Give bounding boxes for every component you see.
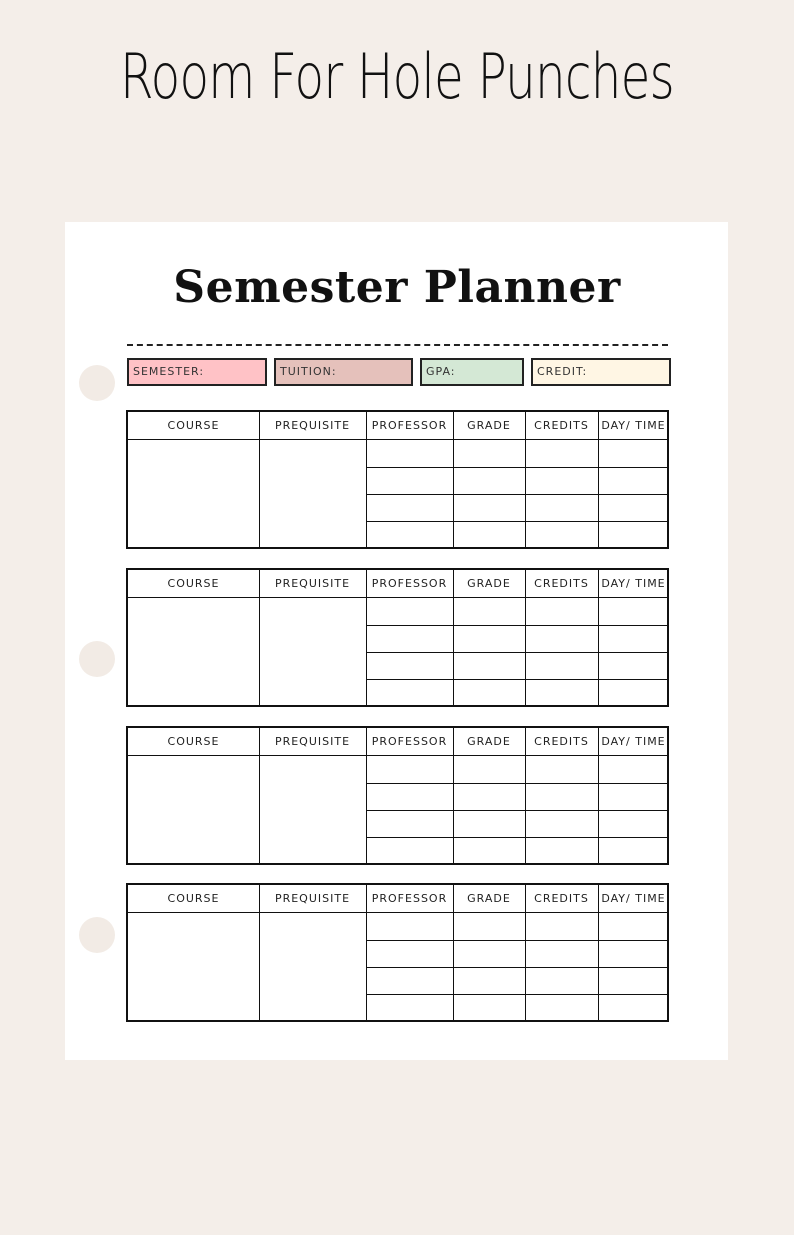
professor-cell[interactable] xyxy=(366,679,453,706)
grade-cell[interactable] xyxy=(453,994,525,1021)
day-time-cell[interactable] xyxy=(598,440,669,467)
day-time-cell[interactable] xyxy=(598,521,669,548)
grade-cell[interactable] xyxy=(453,652,525,679)
grade-cell[interactable] xyxy=(453,679,525,706)
grade-cell[interactable] xyxy=(453,494,525,521)
dashed-divider xyxy=(127,344,668,346)
course-cell[interactable] xyxy=(128,440,259,548)
column-header: COURSE xyxy=(167,577,220,590)
credits-cell[interactable] xyxy=(525,625,598,652)
professor-cell[interactable] xyxy=(366,625,453,652)
professor-cell[interactable] xyxy=(366,494,453,521)
credits-cell[interactable] xyxy=(525,756,598,783)
prerequisite-cell[interactable] xyxy=(259,598,366,706)
column-header: DAY/ TIME xyxy=(601,577,666,590)
course-cell[interactable] xyxy=(128,598,259,706)
column-header: CREDITS xyxy=(534,735,589,748)
professor-cell[interactable] xyxy=(366,440,453,467)
grade-cell[interactable] xyxy=(453,940,525,967)
day-time-cell[interactable] xyxy=(598,837,669,864)
credits-cell[interactable] xyxy=(525,440,598,467)
professor-cell[interactable] xyxy=(366,756,453,783)
professor-cell[interactable] xyxy=(366,913,453,940)
column-header: PREQUISITE xyxy=(274,892,351,905)
prerequisite-cell[interactable] xyxy=(259,440,366,548)
grade-cell[interactable] xyxy=(453,756,525,783)
professor-cell[interactable] xyxy=(366,967,453,994)
professor-cell[interactable] xyxy=(366,994,453,1021)
credits-cell[interactable] xyxy=(525,494,598,521)
day-time-cell[interactable] xyxy=(598,598,669,625)
day-time-cell[interactable] xyxy=(598,783,669,810)
column-header: COURSE xyxy=(167,419,220,432)
column-header: CREDITS xyxy=(534,892,589,905)
professor-cell[interactable] xyxy=(366,810,453,837)
hole-punch-marker-1 xyxy=(79,365,115,401)
credits-cell[interactable] xyxy=(525,467,598,494)
page-title: Semester Planner xyxy=(173,262,621,313)
credits-cell[interactable] xyxy=(525,994,598,1021)
hole-punch-marker-2 xyxy=(79,641,115,677)
grade-cell[interactable] xyxy=(453,598,525,625)
course-cell[interactable] xyxy=(128,913,259,1021)
day-time-cell[interactable] xyxy=(598,467,669,494)
professor-cell[interactable] xyxy=(366,940,453,967)
credit-field[interactable] xyxy=(531,358,671,386)
grade-cell[interactable] xyxy=(453,625,525,652)
grade-cell[interactable] xyxy=(453,467,525,494)
column-header: GRADE xyxy=(467,892,511,905)
professor-cell[interactable] xyxy=(366,467,453,494)
course-cell[interactable] xyxy=(128,756,259,864)
professor-cell[interactable] xyxy=(366,521,453,548)
grade-cell[interactable] xyxy=(453,837,525,864)
day-time-cell[interactable] xyxy=(598,913,669,940)
gpa-field[interactable] xyxy=(420,358,524,386)
credits-cell[interactable] xyxy=(525,837,598,864)
column-header: CREDITS xyxy=(534,419,589,432)
credits-cell[interactable] xyxy=(525,521,598,548)
credits-cell[interactable] xyxy=(525,598,598,625)
day-time-cell[interactable] xyxy=(598,679,669,706)
column-header: DAY/ TIME xyxy=(601,892,666,905)
credits-cell[interactable] xyxy=(525,940,598,967)
credits-cell[interactable] xyxy=(525,679,598,706)
professor-cell[interactable] xyxy=(366,783,453,810)
column-header: PREQUISITE xyxy=(274,419,351,432)
prerequisite-cell[interactable] xyxy=(259,756,366,864)
credits-cell[interactable] xyxy=(525,783,598,810)
course-table xyxy=(126,568,669,707)
tuition-label: TUITION: xyxy=(280,365,337,378)
table-header xyxy=(128,728,667,756)
credits-cell[interactable] xyxy=(525,967,598,994)
day-time-cell[interactable] xyxy=(598,625,669,652)
column-header: COURSE xyxy=(167,735,220,748)
column-header: GRADE xyxy=(467,577,511,590)
semester-label: SEMESTER: xyxy=(133,365,205,378)
semester-field[interactable] xyxy=(127,358,267,386)
day-time-cell[interactable] xyxy=(598,810,669,837)
credits-cell[interactable] xyxy=(525,652,598,679)
credits-cell[interactable] xyxy=(525,810,598,837)
day-time-cell[interactable] xyxy=(598,967,669,994)
column-header: PROFESSOR xyxy=(371,735,448,748)
professor-cell[interactable] xyxy=(366,652,453,679)
table-header xyxy=(128,412,667,440)
professor-cell[interactable] xyxy=(366,837,453,864)
column-header: PROFESSOR xyxy=(371,419,448,432)
column-header: COURSE xyxy=(167,892,220,905)
day-time-cell[interactable] xyxy=(598,494,669,521)
grade-cell[interactable] xyxy=(453,913,525,940)
grade-cell[interactable] xyxy=(453,967,525,994)
hole-punch-banner: Room For Hole Punches xyxy=(120,40,674,113)
tuition-field[interactable] xyxy=(274,358,413,386)
grade-cell[interactable] xyxy=(453,440,525,467)
day-time-cell[interactable] xyxy=(598,940,669,967)
course-table xyxy=(126,410,669,549)
column-header: DAY/ TIME xyxy=(601,735,666,748)
grade-cell[interactable] xyxy=(453,521,525,548)
column-header: PROFESSOR xyxy=(371,892,448,905)
credits-cell[interactable] xyxy=(525,913,598,940)
grade-cell[interactable] xyxy=(453,810,525,837)
column-header: PREQUISITE xyxy=(274,577,351,590)
professor-cell[interactable] xyxy=(366,598,453,625)
credit-label: CREDIT: xyxy=(537,365,588,378)
column-header: PROFESSOR xyxy=(371,577,448,590)
column-header: DAY/ TIME xyxy=(601,419,666,432)
prerequisite-cell[interactable] xyxy=(259,913,366,1021)
gpa-label: GPA: xyxy=(426,365,456,378)
day-time-cell[interactable] xyxy=(598,756,669,783)
course-table xyxy=(126,883,669,1022)
day-time-cell[interactable] xyxy=(598,652,669,679)
hole-punch-marker-3 xyxy=(79,917,115,953)
column-header: GRADE xyxy=(467,735,511,748)
table-header xyxy=(128,570,667,598)
course-table xyxy=(126,726,669,865)
day-time-cell[interactable] xyxy=(598,994,669,1021)
column-header: PREQUISITE xyxy=(274,735,351,748)
grade-cell[interactable] xyxy=(453,783,525,810)
column-header: CREDITS xyxy=(534,577,589,590)
column-header: GRADE xyxy=(467,419,511,432)
table-header xyxy=(128,885,667,913)
